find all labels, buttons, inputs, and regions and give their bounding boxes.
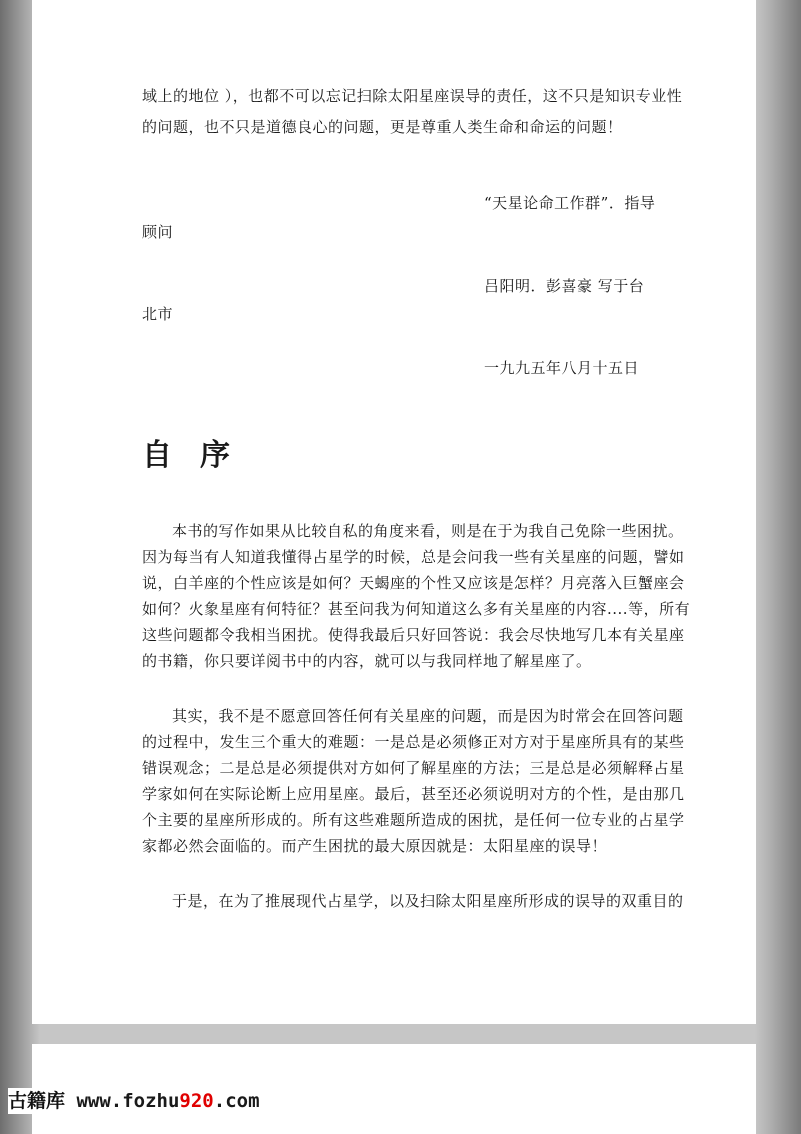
text-line: 错误观念；二是总是必须提供对方如何了解星座的方法；三是总是必须解释占星 [142, 759, 685, 777]
text-line: 如何？火象星座有何特征？甚至问我为何知道这么多有关星座的内容....等，所有 [142, 600, 691, 618]
text-line: 域上的地位 ），也都不可以忘记扫除太阳星座误导的责任，这不只是知识专业性 [142, 87, 683, 105]
text-line: 于是，在为了推展现代占星学，以及扫除太阳星座所形成的误导的双重目的 [172, 892, 684, 910]
watermark-url-prefix: www.fozhu [76, 1090, 180, 1112]
text-line: 因为每当有人知道我懂得占星学的时候，总是会问我一些有关星座的问题，譬如 [142, 548, 685, 566]
text-line: 其实，我不是不愿意回答任何有关星座的问题，而是因为时常会在回答问题 [172, 707, 684, 725]
text-line: 本书的写作如果从比较自私的角度来看，则是在于为我自己免除一些困扰。 [172, 522, 684, 540]
watermark-site-name: 古籍库 [8, 1090, 66, 1112]
watermark-url-number: 920 [179, 1090, 214, 1112]
signature-authors: 吕阳明．彭喜豪 写于台 [484, 277, 645, 295]
signature-authors-cont: 北市 [142, 305, 174, 323]
text-line: 个主要的星座所形成的。所有这些难题所造成的困扰，是任何一位专业的占星学 [142, 811, 685, 829]
text-line: 的过程中，发生三个重大的难题：一是总是必须修正对方对于星座所具有的某些 [142, 733, 685, 751]
section-heading: 自序 [142, 438, 258, 473]
signature-date: 一九九五年八月十五日 [484, 359, 640, 377]
text-line: 说，白羊座的个性应该是如何？天蝎座的个性又应该是怎样？月亮落入巨蟹座会 [142, 574, 685, 592]
text-line: 的书籍，你只要详阅书中的内容，就可以与我同样地了解星座了。 [142, 652, 592, 670]
watermark-url-suffix: .com [213, 1090, 260, 1112]
text-line: 学家如何在实际论断上应用星座。最后，甚至还必须说明对方的个性，是由那几 [142, 785, 685, 803]
site-watermark [8, 1088, 264, 1114]
text-line: 这些问题都令我相当困扰。使得我最后只好回答说：我会尽快地写几本有关星座 [142, 626, 685, 644]
document-page [32, 0, 756, 1024]
text-line: 家都必然会面临的。而产生困扰的最大原因就是：太阳星座的误导！ [142, 837, 608, 855]
signature-group: “天星论命工作群”．指导 [484, 194, 656, 212]
text-line: 的问题，也不只是道德良心的问题，更是尊重人类生命和命运的问题！ [142, 118, 623, 136]
signature-group-cont: 顾问 [142, 223, 174, 241]
